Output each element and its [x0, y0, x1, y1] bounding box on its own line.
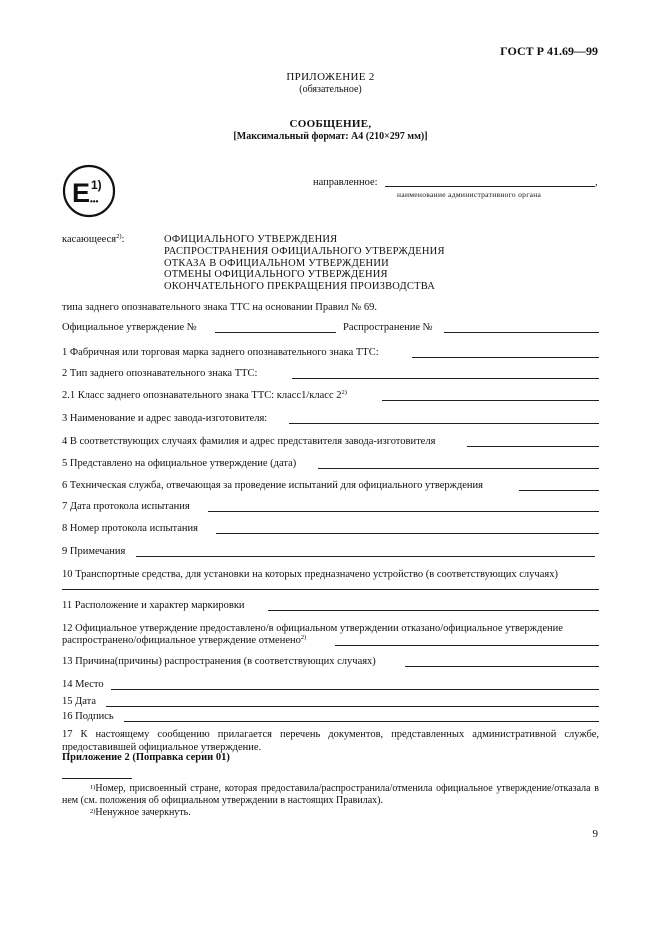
- item-14-label: 14 Место: [62, 679, 104, 690]
- item-3-label: 3 Наименование и адрес завода-изготовителя:: [62, 413, 268, 424]
- item-12-sup: 2): [300, 634, 307, 641]
- intro-text: типа заднего опознавательного знака ТТС на основании Правил № 69.: [62, 302, 378, 313]
- standard-number: ГОСТ Р 41.69—99: [500, 44, 598, 58]
- item-8-field[interactable]: [216, 533, 599, 534]
- item-13-field[interactable]: [405, 666, 599, 667]
- footnote-2-text: Ненужное зачеркнуть.: [95, 807, 191, 818]
- option-discontinued[interactable]: ОКОНЧАТЕЛЬНОГО ПРЕКРАЩЕНИЯ ПРОИЗВОДСТВА: [164, 281, 436, 293]
- item-12-label-line2: [62, 635, 306, 646]
- item-12-text: распространено/официальное утверждение отменено: [62, 635, 301, 646]
- footnote-1-text: Номер, присвоенный стране, которая предоставила/распространила/отменила официальное утверждение/отказала в нем (см. положения об официальном утверждении в настоящих Правилах).: [62, 783, 599, 806]
- item-11-label: 11 Расположение и характер маркировки: [62, 600, 245, 611]
- item-4-label: 4 В соответствующих случаях фамилия и адрес представителя завода-изготовителя: [62, 436, 436, 447]
- item-14-field[interactable]: [111, 689, 599, 690]
- item-2-1-text: 2.1 Класс заднего опознавательного знака ТТС: класс1/класс 2: [62, 390, 342, 401]
- item-3-field[interactable]: [289, 423, 599, 424]
- item-7-label: 7 Дата протокола испытания: [62, 501, 190, 512]
- sent-field-line[interactable]: [385, 186, 595, 187]
- item-2-1-label: [62, 390, 347, 401]
- item-11-field[interactable]: [268, 610, 599, 611]
- item-12-label-line1: 12 Официальное утверждение предоставлено/в официальном утверждении отказано/официальное утверждение: [62, 623, 563, 634]
- item-13-label: 13 Причина(причины) распространения (в соответствующих случаях): [62, 656, 376, 667]
- item-1-field[interactable]: [412, 357, 599, 358]
- approval-number-field[interactable]: [215, 332, 336, 333]
- option-approval[interactable]: ОФИЦИАЛЬНОГО УТВЕРЖДЕНИЯ: [164, 234, 338, 245]
- item-17-text: 17 К настоящему сообщению прилагается перечень документов, представленных административной службе, предоставившей официальное утверждение.: [62, 729, 599, 753]
- item-1-label: 1 Фабричная или торговая марка заднего опознавательного знака ТТС:: [62, 347, 379, 358]
- item-7-field[interactable]: [208, 511, 599, 512]
- appendix-subtitle: (обязательное): [299, 84, 362, 95]
- sent-label: направленное:: [313, 177, 378, 188]
- extension-number-field[interactable]: [444, 332, 599, 333]
- concerning-label-sup: 2): [116, 233, 122, 240]
- item-15-field[interactable]: [106, 706, 599, 707]
- option-refusal[interactable]: ОТКАЗА В ОФИЦИАЛЬНОМ УТВЕРЖДЕНИИ: [164, 257, 389, 269]
- e-mark-superscript: 1): [91, 178, 102, 192]
- concerning-label: [62, 234, 124, 245]
- appendix-title: ПРИЛОЖЕНИЕ 2: [286, 71, 375, 83]
- e-mark-letter: E: [72, 178, 91, 208]
- item-16-label: 16 Подпись: [62, 711, 114, 722]
- footnote-1-marker: 1): [90, 784, 96, 791]
- concerning-options: [164, 234, 445, 293]
- item-2-1-sup: 2): [341, 389, 347, 396]
- amendment-label: Приложение 2 (Поправка серии 01): [62, 752, 230, 763]
- item-12-field[interactable]: [335, 645, 599, 646]
- option-extension[interactable]: РАСПРОСТРАНЕНИЯ ОФИЦИАЛЬНОГО УТВЕРЖДЕНИЯ: [164, 245, 445, 257]
- item-2-field[interactable]: [292, 378, 599, 379]
- sent-comma: ,: [595, 177, 598, 188]
- item-9-field[interactable]: [136, 556, 595, 557]
- item-2-label: 2 Тип заднего опознавательного знака ТТС:: [62, 368, 258, 379]
- item-9-label: 9 Примечания: [62, 546, 126, 557]
- admin-body-caption: наименование административного органа: [397, 190, 542, 199]
- message-title: СООБЩЕНИЕ,: [289, 118, 372, 130]
- message-format: [Максимальный формат: А4 (210×297 мм)]: [233, 131, 428, 142]
- page-number: 9: [592, 828, 598, 840]
- footnote-2-marker: 2): [90, 808, 96, 815]
- item-6-label: 6 Техническая служба, отвечающая за проведение испытаний для официального утверждения: [62, 480, 483, 491]
- item-10-label: 10 Транспортные средства, для установки на которых предназначено устройство (в соответствующих случаях): [62, 569, 558, 580]
- concerning-label-colon: :: [121, 234, 125, 245]
- footnote-1: [62, 783, 599, 807]
- concerning-label-text: касающееся: [62, 234, 117, 245]
- approval-number-label: Официальное утверждение №: [62, 322, 197, 333]
- e-mark-icon: [62, 164, 116, 218]
- item-2-1-field[interactable]: [382, 400, 599, 401]
- item-16-field[interactable]: [124, 721, 599, 722]
- item-8-label: 8 Номер протокола испытания: [62, 523, 198, 534]
- item-5-field[interactable]: [318, 468, 599, 469]
- footnote-separator: [62, 778, 132, 779]
- item-4-field[interactable]: [467, 446, 599, 447]
- extension-number-label: Распространение №: [343, 322, 433, 333]
- e-mark-dots: •••: [90, 197, 99, 206]
- item-10-field[interactable]: [62, 589, 599, 590]
- footnote-2: [90, 807, 599, 819]
- item-15-label: 15 Дата: [62, 696, 97, 707]
- item-6-field[interactable]: [519, 490, 599, 491]
- item-5-label: 5 Представлено на официальное утверждение (дата): [62, 458, 297, 469]
- option-withdrawal[interactable]: ОТМЕНЫ ОФИЦИАЛЬНОГО УТВЕРЖДЕНИЯ: [164, 269, 388, 281]
